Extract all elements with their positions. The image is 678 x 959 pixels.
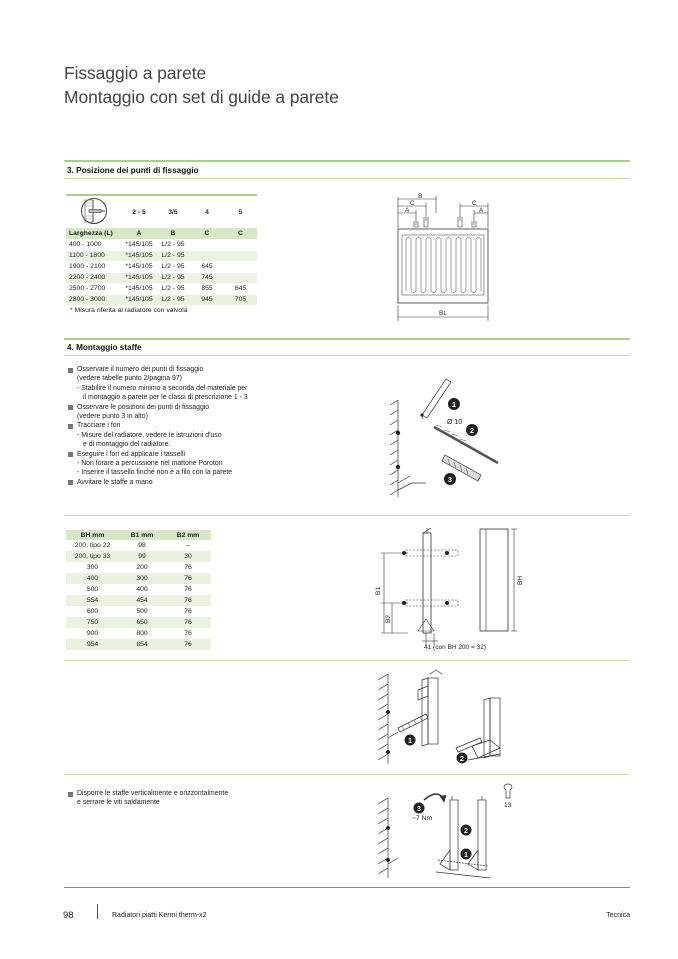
table-cell: 400 [66, 573, 119, 584]
table-cell: 645 [190, 261, 224, 272]
table-cell: 500 [86, 586, 99, 593]
table-cell: 76 [184, 608, 192, 615]
table-cell: 945 [190, 294, 224, 305]
dim-label-c-right: C [472, 200, 477, 207]
instruction-item: Osservare il numero dei punti di fissaggio [68, 365, 248, 374]
table-cell: *145/105 [122, 239, 156, 250]
page-title-line1: Fissaggio a parete [64, 63, 207, 83]
table-row [66, 261, 257, 272]
table-cell: 2500 - 2700 [66, 283, 122, 294]
table-cell: 854 [119, 639, 165, 650]
table-cell: L/2 - 95 [156, 239, 190, 250]
table-cell: 745 [190, 272, 224, 283]
col-header-b1: B1 mm [119, 530, 165, 540]
instruction-item: Disporre le staffe verticalmente e orizzontalmente [68, 789, 228, 798]
col-number-1: 2 - 5 [122, 195, 156, 228]
table-cell: 400 - 1000 [66, 239, 122, 250]
footer-section: Tecnica [606, 912, 630, 919]
col-label-c1: C [190, 228, 224, 239]
table-row [66, 239, 257, 250]
table-cell: 2800 - 3000 [66, 294, 122, 305]
step-badge-1: 1 [408, 738, 412, 745]
table-cell: 400 [136, 586, 148, 593]
col-label-width: Larghezza (L) [66, 228, 122, 239]
step-badge-2: 2 [464, 828, 468, 835]
table-cell [224, 239, 257, 250]
table-cell: 1100 - 1800 [66, 250, 122, 261]
table-footnote: * Misura riferita al radiatore con valvola [70, 307, 188, 314]
footer-separator [97, 904, 98, 919]
section3-rule-bottom [64, 178, 630, 179]
table-cell: 1900 - 2100 [66, 261, 122, 272]
section3-heading: 3. Posizione dei punti di fissaggio [67, 166, 199, 175]
table-cell: – [186, 542, 190, 549]
step-badge-1: 1 [464, 852, 468, 859]
table-cell: 200 [136, 564, 148, 571]
col-number-4: 5 [224, 195, 257, 228]
dim-label-bl: BL [439, 310, 447, 317]
step-badge-2: 2 [469, 426, 475, 435]
drilling-diagram [386, 375, 511, 500]
table-cell [224, 250, 257, 261]
dim-label-b1: B1 [375, 587, 382, 595]
dim-label-a-left: A [405, 207, 410, 214]
table-cell: 76 [184, 564, 192, 571]
radiator-dimension-diagram [388, 193, 498, 323]
table-cell: 500 [136, 608, 148, 615]
table-row [66, 562, 211, 573]
instruction-item: (vedere punto 3 in alto) [77, 413, 148, 421]
page-title-line2: Montaggio con set di guide a parete [64, 87, 339, 107]
dim-label-a-right: A [479, 207, 484, 214]
dim-label-bh: BH [517, 575, 524, 585]
table-cell: 600 [86, 608, 99, 615]
table-row [66, 595, 211, 606]
table-cell [190, 250, 224, 261]
table-cell: 76 [165, 639, 211, 650]
table-cell: *145/105 [122, 294, 156, 305]
instruction-item: il montaggio a parete per le classi di prescrizione 1 - 3 [83, 394, 248, 402]
dim-label-c-left: C [410, 200, 415, 207]
section4-divider-2 [64, 660, 630, 661]
table-row [66, 628, 211, 639]
table-cell: *145/105 [122, 272, 156, 283]
table-row [66, 250, 257, 261]
fixing-points-table [66, 194, 257, 306]
instruction-item: Eseguire i fori ed applicare i tasselli [68, 450, 248, 459]
instruction-item: (vedere tabelle punto 2/pagina 97) [77, 375, 182, 383]
instruction-item: e serrare le viti saldamente [77, 799, 160, 807]
col-label-c2: C [224, 228, 257, 239]
table-row [66, 272, 257, 283]
instruction-item: Osservare le posizioni dei punti di fissaggio [68, 403, 248, 412]
table-cell: L/2 - 95 [156, 294, 190, 305]
table-cell: 76 [165, 573, 211, 584]
table-cell: 954 [66, 639, 119, 650]
table-row [66, 639, 211, 650]
col-label-b: B [156, 228, 190, 239]
table-cell: 855 [190, 283, 224, 294]
bracket-dimension-diagram [368, 523, 528, 653]
table-cell: 2200 - 2400 [66, 272, 122, 283]
table-row [66, 294, 257, 305]
instruction-item: - Non forare a percussione nel mattone Poroton [77, 460, 223, 468]
step-badge-3: 3 [447, 475, 453, 484]
step-badge-2: 2 [460, 756, 464, 763]
col-header-b2: B2 mm [165, 530, 211, 540]
table-cell: 800 [136, 630, 148, 637]
section4-rule-bottom [64, 355, 630, 356]
table-cell: L/2 - 95 [156, 283, 190, 294]
table-cell: 76 [165, 617, 211, 628]
table-cell: L/2 - 95 [156, 272, 190, 283]
step-badge-1: 1 [451, 400, 457, 409]
table-row [66, 606, 211, 617]
footer-doc-title: Radiatori piatti Kermi therm-x2 [112, 912, 207, 919]
col-number-3: 4 [190, 195, 224, 228]
bracket-mounting-diagram [372, 668, 522, 768]
wrench-size-label: 13 [504, 802, 512, 809]
instruction-item: - Inserire il tassello finché non è a filo con la parete [77, 469, 233, 477]
table-cell: L/2 - 95 [156, 261, 190, 272]
table-cell: 30 [165, 551, 211, 562]
section4-divider-1 [64, 515, 630, 516]
step-badge-3: 3 [417, 806, 421, 813]
table-row [66, 617, 211, 628]
page-number: 98 [63, 910, 74, 921]
instruction-item: - Stabilire il numero minimo a seconda del materiale per [77, 384, 248, 392]
instruction-item: Avvitare le staffe a mano [68, 478, 248, 487]
col-number-2: 3/5 [156, 195, 190, 228]
table-cell: 900 [86, 630, 99, 637]
final-instruction [68, 789, 228, 808]
table-cell: 200, tipo 22 [74, 542, 111, 549]
dim-label-b: B [418, 193, 423, 200]
table-cell: 454 [119, 595, 165, 606]
dim-label-b2: B2 [385, 615, 392, 623]
table-cell: 99 [119, 551, 165, 562]
section4-heading: 4. Montaggio staffe [67, 343, 142, 352]
table-cell: 76 [184, 630, 192, 637]
table-row [66, 283, 257, 294]
col-header-bh: BH mm [66, 530, 119, 540]
instruction-item: - Misure del radiatore, vedere le istruzioni d'uso [77, 431, 222, 439]
table-cell: *145/105 [122, 283, 156, 294]
dim-note-41: 41 (con BH 200 = 32) [424, 644, 486, 651]
footer-rule [64, 887, 630, 888]
torque-tightening-diagram [372, 778, 522, 882]
table-cell: 300 [119, 573, 165, 584]
table-cell: 705 [224, 294, 257, 305]
section4-divider-3 [64, 774, 630, 775]
table-cell: 76 [165, 595, 211, 606]
table-cell: *145/105 [122, 261, 156, 272]
torque-label: ~7 Nm [412, 815, 433, 822]
wall-fixing-icon [66, 195, 122, 228]
table-cell: L/2 - 95 [156, 250, 190, 261]
table-row [66, 551, 211, 562]
table-cell: 645 [224, 283, 257, 294]
table-row [66, 573, 211, 584]
table-cell: 98 [138, 542, 146, 549]
section4-rule-top [64, 338, 630, 340]
table-cell: 750 [66, 617, 119, 628]
table-cell: *145/105 [122, 250, 156, 261]
table-cell: 650 [119, 617, 165, 628]
table-row [66, 540, 211, 551]
instruction-item: e di montaggio del radiatore. [83, 441, 171, 449]
table-cell: 554 [66, 595, 119, 606]
table-cell: 300 [86, 564, 99, 571]
table-cell [190, 239, 224, 250]
instruction-list [68, 365, 248, 487]
table-cell [224, 272, 257, 283]
col-label-a: A [122, 228, 156, 239]
table-cell: 200, tipo 33 [66, 551, 119, 562]
bracket-height-table [66, 530, 211, 650]
drill-size-label: Ø 10 [447, 419, 463, 426]
instruction-item: Tracciare i fori [68, 421, 248, 430]
table-row [66, 584, 211, 595]
table-cell [224, 261, 257, 272]
section3-rule-top [64, 160, 630, 162]
table-cell: 76 [184, 586, 192, 593]
